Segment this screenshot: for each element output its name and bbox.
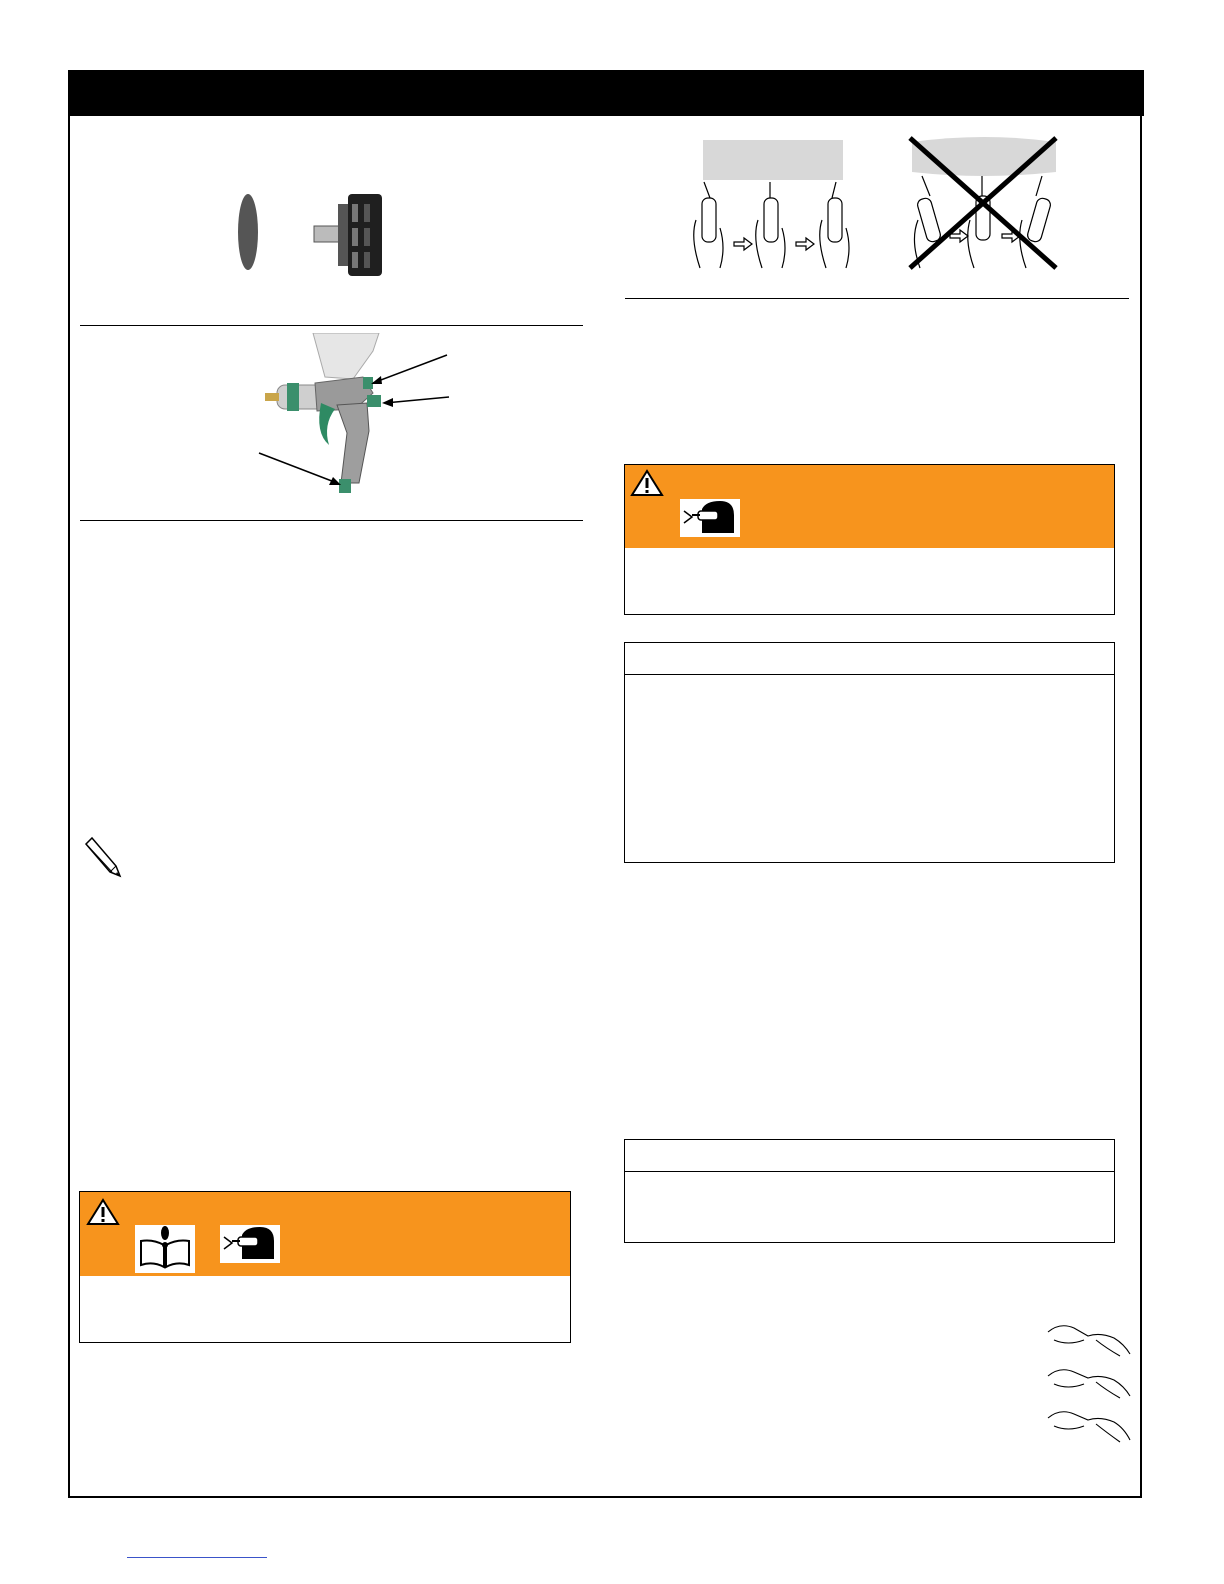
warning-box-upper-right bbox=[624, 464, 1115, 615]
caution-header bbox=[625, 643, 1114, 675]
title-bar bbox=[68, 70, 1144, 116]
correct-spray-stroke-icon bbox=[694, 140, 849, 268]
spray-gun-icon bbox=[265, 333, 381, 493]
air-cap-icon bbox=[338, 194, 382, 276]
eye-protection-icon bbox=[680, 499, 740, 537]
seal-disc-icon bbox=[238, 194, 258, 270]
divider-1 bbox=[80, 325, 583, 326]
warning-triangle-icon bbox=[630, 469, 664, 497]
caution-box-2 bbox=[624, 1139, 1115, 1243]
seal-and-air-cap-figure bbox=[230, 190, 390, 280]
caution-header bbox=[625, 1140, 1114, 1172]
trigger-hand-positions-icon bbox=[1048, 1326, 1130, 1442]
footer-link-underline[interactable] bbox=[127, 1557, 267, 1558]
callout-arrow-3 bbox=[259, 453, 337, 483]
caution-box-1 bbox=[624, 642, 1115, 863]
incorrect-spray-stroke-icon bbox=[910, 137, 1056, 268]
warning-triangle-icon bbox=[86, 1198, 120, 1226]
callout-arrow-2 bbox=[385, 397, 449, 403]
warning-box-lower-left bbox=[79, 1191, 571, 1343]
divider-3 bbox=[625, 298, 1129, 299]
callout-arrow-1 bbox=[373, 355, 447, 383]
pencil-note-icon bbox=[80, 836, 124, 878]
read-manual-icon bbox=[135, 1225, 195, 1273]
trigger-hand-positions-figure bbox=[1044, 1318, 1134, 1446]
spray-gun-figure bbox=[255, 333, 455, 498]
divider-2 bbox=[80, 520, 583, 521]
eye-protection-icon bbox=[220, 1225, 280, 1263]
incorrect-spray-stroke-figure bbox=[906, 136, 1062, 272]
correct-spray-stroke-figure bbox=[686, 138, 856, 272]
